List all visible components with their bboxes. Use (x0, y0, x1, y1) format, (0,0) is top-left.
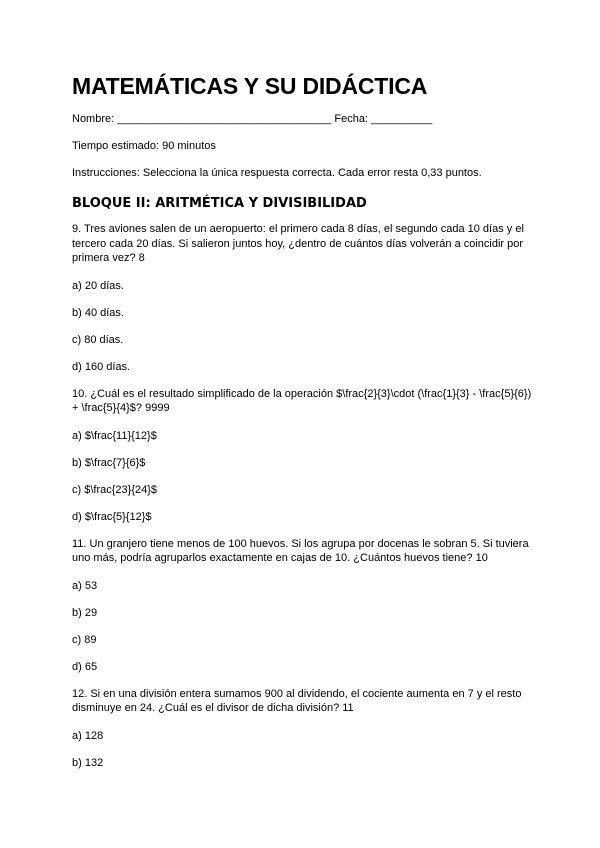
option-a: a) 20 días. (72, 279, 124, 292)
page-title: MATEMÁTICAS Y SU DIDÁCTICA (72, 73, 428, 99)
question-12 (72, 687, 532, 770)
question-11 (72, 537, 532, 674)
option-a: a) $\frac{11}{12}$ (72, 429, 157, 442)
option-d: d) $\frac{5}{12}$ (72, 510, 152, 523)
name-date-line: Nombre: ___________________________________ Fecha: __________ (72, 113, 433, 125)
option-c: c) $\frac{23}{24}$ (72, 483, 158, 496)
question-text: 11. Un granjero tiene menos de 100 huevos. Si los agrupa por docenas le sobran 5. Si tuviera uno más, podría agruparlos exactamente en cajas de 10. ¿Cuántos huevos tiene? 10 (72, 537, 529, 564)
time-estimate: Tiempo estimado: 90 minutos (72, 140, 216, 152)
section-title: BLOQUE II: ARITMÉTICA Y DIVISIBILIDAD (72, 196, 367, 211)
option-d: d) 65 (72, 660, 98, 673)
question-text: 12. Si en una división entera sumamos 900 al dividendo, el cociente aumenta en 7 y el resto disminuye en 24. ¿Cuál es el divisor de dicha división? 11 (72, 687, 522, 714)
option-a: a) 53 (72, 579, 98, 592)
question-text: 9. Tres aviones salen de un aeropuerto: el primero cada 8 días, el segundo cada 10 días y el tercero cada 20 días. Si salieron juntos hoy, ¿dentro de cuántos días volverán a coincidir por primera vez? 8 (72, 223, 524, 264)
question-9 (72, 222, 532, 374)
option-c: c) 80 días. (72, 333, 124, 346)
question-text: 10. ¿Cuál es el resultado simplificado de la operación $\frac{2}{3}\cdot (\frac{1}{3} - \frac{5}{6}) + \frac{5}{4}$? 9999 (72, 387, 532, 414)
option-b: b) 132 (72, 756, 104, 769)
option-b: b) $\frac{7}{6}$ (72, 456, 146, 469)
exam-page (72, 72, 532, 783)
option-c: c) 89 (72, 633, 97, 646)
option-b: b) 40 días. (72, 306, 124, 319)
option-b: b) 29 (72, 606, 98, 619)
instructions: Instrucciones: Selecciona la única respuesta correcta. Cada error resta 0,33 puntos. (72, 167, 482, 179)
option-a: a) 128 (72, 729, 104, 742)
option-d: d) 160 días. (72, 360, 131, 373)
question-10 (72, 387, 532, 524)
